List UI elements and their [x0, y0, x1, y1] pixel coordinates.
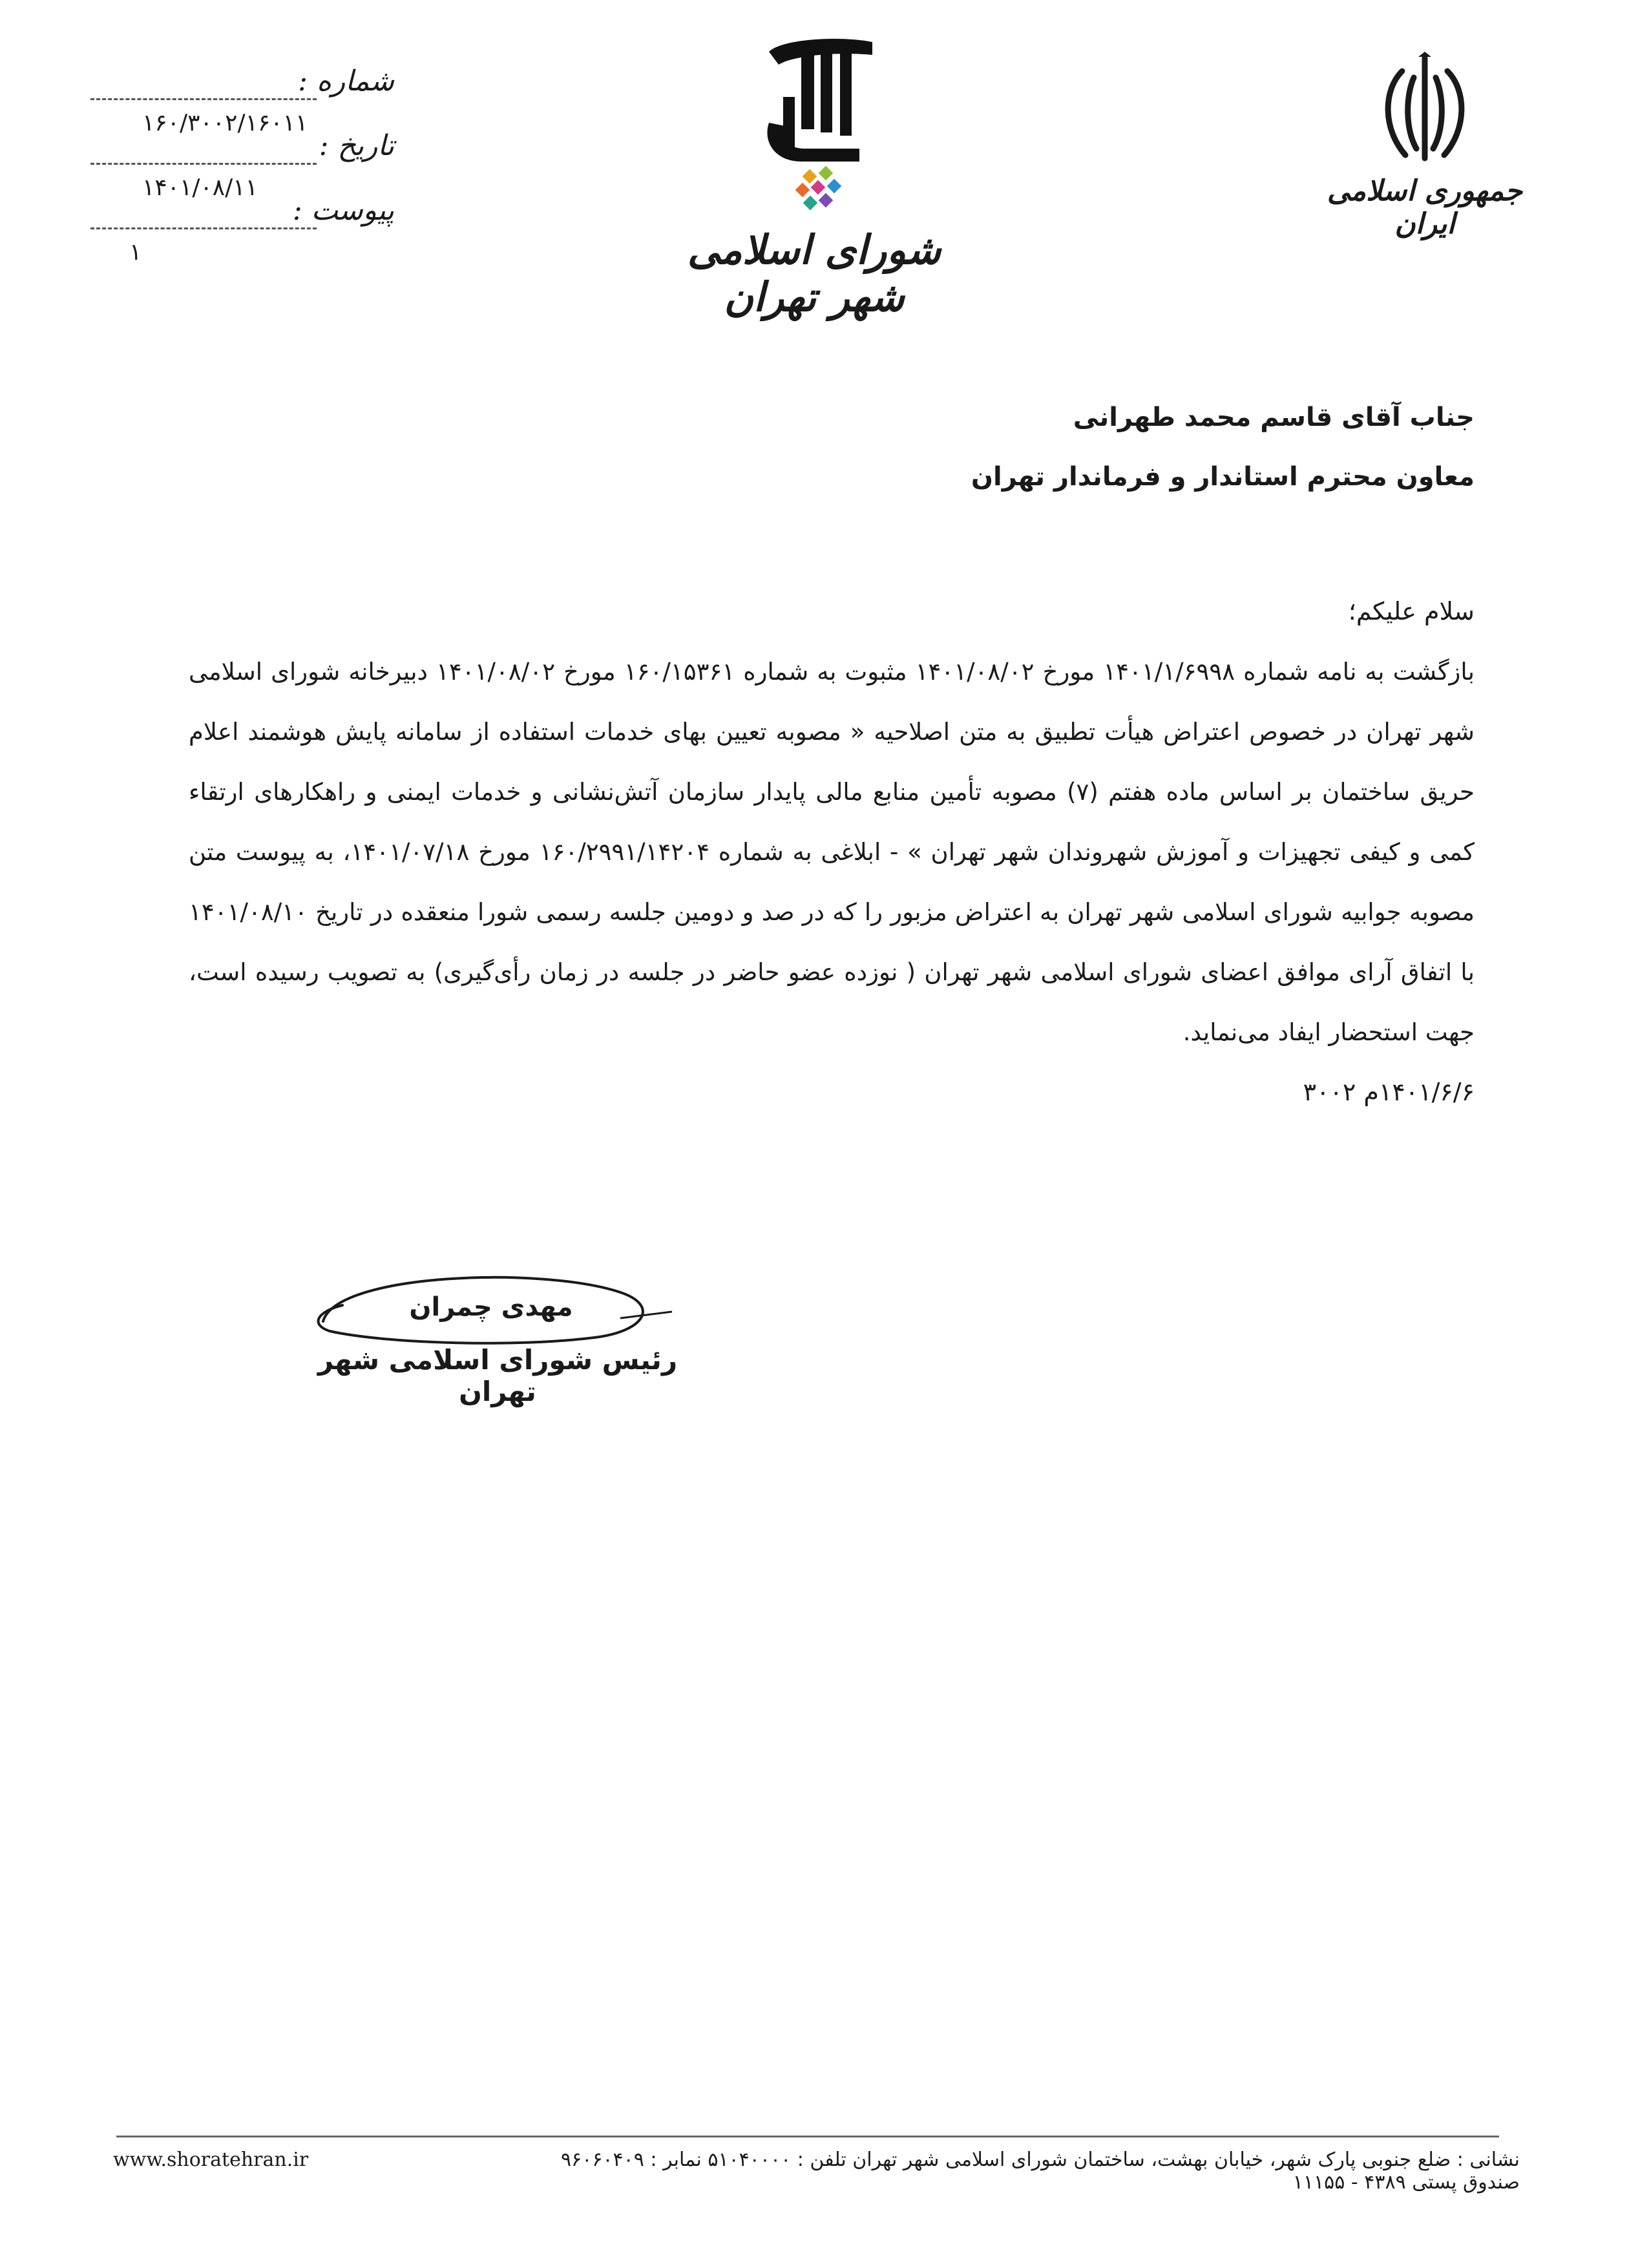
- letter-meta: [90, 65, 394, 271]
- attachment-value: ۱: [129, 239, 142, 266]
- date-dashed-line: [90, 163, 317, 165]
- signer-title: رئیس شورای اسلامی شهر تهران: [317, 1344, 678, 1407]
- number-label: شماره :: [298, 65, 394, 98]
- number-dashed-line: [90, 98, 317, 100]
- addressee: [505, 388, 1475, 507]
- footer-address: نشانی : ضلع جنوبی پارک شهر، خیابان بهشت، ساختمان شورای اسلامی شهر تهران تلفن : ۵۱۰۴۰۰۰۰ نمابر : ۹۶۰۶۰۴۰۹ صندوق پستی ۴۳۸۹ - ۱۱۱۵۵: [560, 2148, 1520, 2194]
- addressee-name: جناب آقای قاسم محمد طهرانی: [1073, 403, 1475, 432]
- attachment-label: پیوست :: [292, 194, 394, 227]
- iran-emblem-caption: جمهوری اسلامی ایران: [1327, 174, 1523, 240]
- footer-divider: [116, 2136, 1499, 2137]
- council-logo-block: [646, 32, 982, 320]
- reference-code: ۱۴۰۱/۶/۶م ۳۰۰۲: [1303, 1078, 1475, 1106]
- iran-emblem-icon: [1376, 52, 1473, 168]
- letter-body: [189, 582, 1475, 1122]
- date-label: تاریخ :: [319, 129, 394, 162]
- attachment-row: [90, 194, 394, 266]
- addressee-position: معاون محترم استاندار و فرماندار تهران: [971, 462, 1475, 492]
- attachment-dashed-line: [90, 227, 317, 229]
- greeting: سلام علیکم؛: [1348, 597, 1475, 625]
- date-value: ۱۴۰۱/۰۸/۱۱: [142, 174, 258, 201]
- number-row: [90, 65, 394, 136]
- signer-name: مهدی چمران: [409, 1292, 573, 1322]
- number-value: ۱۶۰/۳۰۰۲/۱۶۰۱۱: [142, 110, 308, 136]
- body-paragraph: بازگشت به نامه شماره ۱۴۰۱/۱/۶۹۹۸ مورخ ۱۴۰۱/۰۸/۰۲ مثبوت به شماره ۱۶۰/۱۵۳۶۱ مورخ ۱۴۰۱/۰۸/۰۲ دبیرخانه شورای اسلامی شهر تهران در خصوص اعتراض هیأت تطبیق به متن اصلاحیه « مصوبه تعیین بهای خدمات استفاده از سامانه پایش هوشمند اعلام حریق ساختمان بر اساس ماده هفتم (۷) مصوبه تأمین منابع مالی پایدار سازمان آتش‌نشانی و خدمات ایمنی و راهکارهای ارتقاء کمی و کیفی تجهیزات و آموزش شهروندان شهر تهران » - ابلاغی به شماره ۱۶۰/۲۹۹۱/۱۴۲۰۴ مورخ ۱۴۰۱/۰۷/۱۸، به پیوست متن مصوبه جوابیه شورای اسلامی شهر تهران به اعتراض مزبور را که در صد و دومین جلسه رسمی شورا منعقده در تاریخ ۱۴۰۱/۰۸/۱۰ با اتفاق آرای موافق اعضای شورای اسلامی شهر تهران ( نوزده عضو حاضر در جلسه در زمان رأی‌گیری) به تصویب رسیده است، جهت استحضار ایفاد می‌نماید.: [189, 658, 1475, 1046]
- council-logo-icon: [743, 32, 885, 220]
- date-row: [90, 129, 394, 201]
- footer-website-link[interactable]: www.shoratehran.ir: [113, 2148, 309, 2171]
- council-logo-caption: شورای اسلامی شهر تهران: [687, 226, 941, 320]
- iran-emblem-block: [1312, 52, 1538, 240]
- signature-block: [284, 1260, 724, 1407]
